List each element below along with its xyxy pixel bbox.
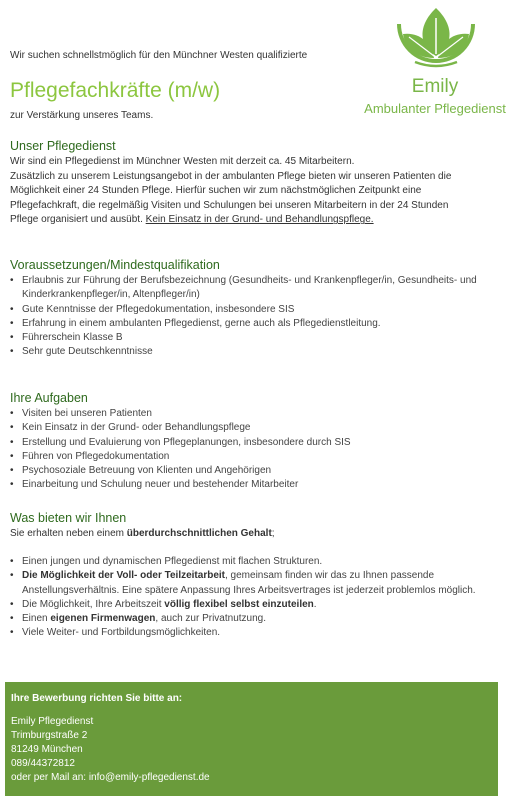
- benefit-text: , auch zur Privatnutzung.: [155, 613, 267, 625]
- list-item: • Führerschein Klasse B: [10, 331, 496, 345]
- logo-tagline: Ambulanter Pflegedienst: [364, 101, 506, 116]
- benefits-list: [10, 555, 496, 641]
- offer-intro-text: Sie erhalten neben einem: [10, 528, 127, 539]
- heading-voraussetzungen: Voraussetzungen/Mindestqualifikation: [10, 258, 220, 272]
- heading-unser-pflegedienst: Unser Pflegedienst: [10, 139, 116, 153]
- list-item: • Visiten bei unseren Patienten: [10, 407, 496, 421]
- requirements-list: [10, 274, 496, 360]
- list-item: • Viele Weiter- und Fortbildungsmöglichkeiten.: [10, 626, 496, 640]
- list-item: [10, 612, 496, 626]
- intro-text: Wir suchen schnellstmöglich für den Münchner Westen qualifizierte: [10, 50, 308, 61]
- contact-box: [5, 682, 498, 796]
- contact-heading: Ihre Bewerbung richten Sie bitte an:: [11, 693, 183, 704]
- list-item: • Erfahrung in einem ambulanten Pflegedienst, gerne auch als Pflegedienstleitung.: [10, 317, 496, 331]
- description-line: [10, 213, 496, 228]
- list-item: • Sehr gute Deutschkenntnisse: [10, 345, 496, 359]
- contact-email[interactable]: oder per Mail an: info@emily-pflegedienst.de: [11, 772, 210, 783]
- list-item: • Kein Einsatz in der Grund- oder Behandlungspflege: [10, 421, 496, 435]
- benefit-text: Einen: [22, 613, 51, 625]
- list-item: • Führen von Pflegedokumentation: [10, 450, 496, 464]
- list-item: [10, 569, 496, 598]
- company-description: [10, 155, 496, 228]
- benefit-bold: eigenen Firmenwagen: [50, 613, 156, 625]
- benefit-text: Die Möglichkeit, Ihre Arbeitszeit: [22, 598, 165, 610]
- description-line: Pflegefachkraft, die regelmäßig Visiten und Schulungen bei unseren Mitarbeitern in der 24 Stunden: [10, 199, 449, 211]
- tasks-list: [10, 407, 496, 493]
- list-item: • Einarbeitung und Schulung neuer und bestehender Mitarbeiter: [10, 478, 496, 492]
- heading-angebot: Was bieten wir Ihnen: [10, 511, 127, 525]
- contact-city: 81249 München: [11, 744, 83, 755]
- benefit-text: , gemeinsam finden wir das zu Ihnen passende Anstellungsverhältnis. Eine spätere Anpassung Ihres Arbeitsvertrages ist jederzeit problemlos möglich.: [22, 570, 476, 596]
- list-item: • Einen jungen und dynamischen Pflegedienst mit flachen Strukturen.: [10, 555, 496, 569]
- job-subtitle: zur Verstärkung unseres Teams.: [10, 110, 154, 121]
- heading-aufgaben: Ihre Aufgaben: [10, 391, 88, 405]
- description-line: Zusätzlich zu unserem Leistungsangebot in der ambulanten Pflege bieten wir unseren Patienten die: [10, 170, 452, 182]
- offer-intro-end: ;: [271, 528, 275, 539]
- benefit-bold: Die Möglichkeit der Voll- oder Teilzeitarbeit: [22, 570, 225, 582]
- list-item: • Gute Kenntnisse der Pflegedokumentation, insbesondere SIS: [10, 303, 496, 317]
- contact-company: Emily Pflegedienst: [11, 716, 94, 727]
- description-text: Pflege organisiert und ausübt.: [10, 214, 146, 226]
- offer-intro-bold: überdurchschnittlichen Gehalt: [126, 528, 272, 539]
- job-title: Pflegefachkräfte (m/w): [10, 79, 221, 102]
- leaf-logo-icon: [393, 4, 479, 70]
- underlined-note: Kein Einsatz in der Grund- und Behandlungspflege.: [145, 214, 374, 226]
- offer-intro: [10, 527, 496, 542]
- list-item: [10, 598, 496, 612]
- list-item: • Erlaubnis zur Führung der Berufsbezeichnung (Gesundheits- und Krankenpfleger/in, Gesundheits- und Kinderkrankenpfleger/in, Altenpfleger/in): [10, 274, 496, 303]
- benefit-bold: völlig flexibel selbst einzuteilen: [164, 598, 314, 610]
- company-logo: [345, 4, 525, 119]
- benefit-text: .: [313, 598, 317, 610]
- contact-street: Trimburgstraße 2: [11, 730, 88, 741]
- contact-phone[interactable]: 089/44372812: [11, 758, 75, 769]
- description-line: Wir sind ein Pflegedienst im Münchner Westen mit derzeit ca. 45 Mitarbeitern.: [10, 156, 355, 167]
- list-item: • Erstellung und Evaluierung von Pflegeplanungen, insbesondere durch SIS: [10, 436, 496, 450]
- list-item: • Psychosoziale Betreuung von Klienten und Angehörigen: [10, 464, 496, 478]
- logo-name: Emily: [411, 76, 459, 97]
- description-line: Möglichkeit einer 24 Stunden Pflege. Hierfür suchen wir zum nächstmöglichen Zeitpunkt eine: [10, 185, 422, 197]
